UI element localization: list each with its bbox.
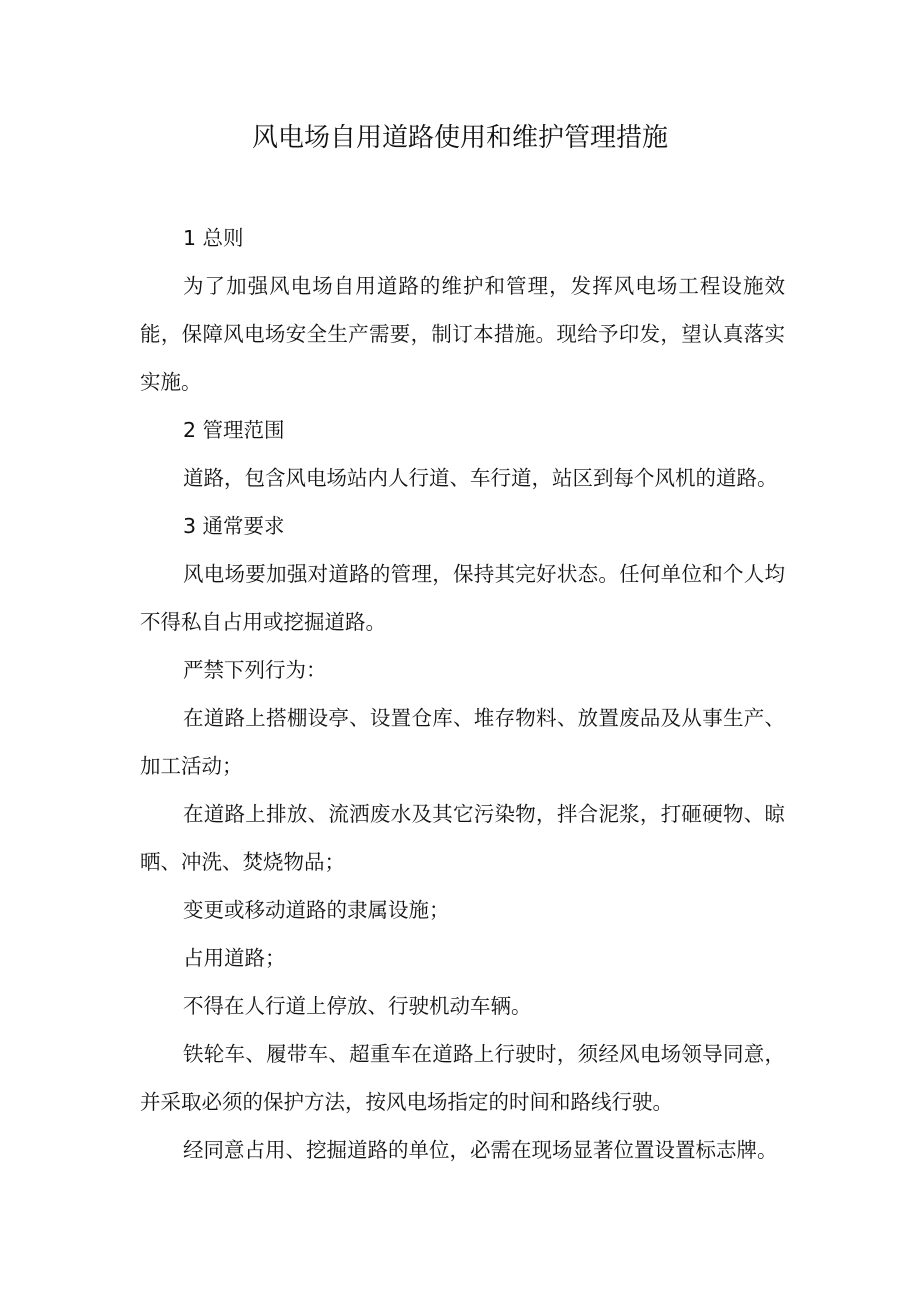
section-heading-requirements: 3 通常要求 bbox=[183, 514, 285, 538]
paragraph: 铁轮车、履带车、超重车在道路上行驶时，须经风电场领导同意，并采取必须的保护方法，按风电场指定的时间和路线行驶。 bbox=[140, 1042, 785, 1114]
document-body bbox=[140, 214, 785, 1174]
list-item: 在道路上搭棚设亭、设置仓库、堆存物料、放置废品及从事生产、加工活动； bbox=[140, 706, 785, 778]
paragraph: 风电场要加强对道路的管理，保持其完好状态。任何单位和个人均不得私自占用或挖掘道路。 bbox=[140, 562, 785, 634]
list-item: 占用道路； bbox=[183, 946, 286, 970]
list-item: 在道路上排放、流洒废水及其它污染物，拌合泥浆，打砸硬物、晾晒、冲洗、焚烧物品； bbox=[140, 802, 785, 874]
page-title: 风电场自用道路使用和维护管理措施 bbox=[251, 123, 668, 153]
section-heading-scope: 2 管理范围 bbox=[183, 418, 285, 442]
list-item: 不得在人行道上停放、行驶机动车辆。 bbox=[183, 994, 532, 1018]
section-heading-general: 1 总则 bbox=[183, 226, 244, 250]
paragraph: 经同意占用、挖掘道路的单位，必需在现场显著位置设置标志牌。 bbox=[183, 1138, 778, 1162]
paragraph: 道路，包含风电场站内人行道、车行道，站区到每个风机的道路。 bbox=[183, 466, 778, 490]
paragraph: 为了加强风电场自用道路的维护和管理，发挥风电场工程设施效能，保障风电场安全生产需要，制订本措施。现给予印发，望认真落实实施。 bbox=[140, 274, 785, 394]
list-item: 变更或移动道路的隶属设施； bbox=[183, 898, 450, 922]
paragraph: 严禁下列行为： bbox=[183, 658, 327, 682]
